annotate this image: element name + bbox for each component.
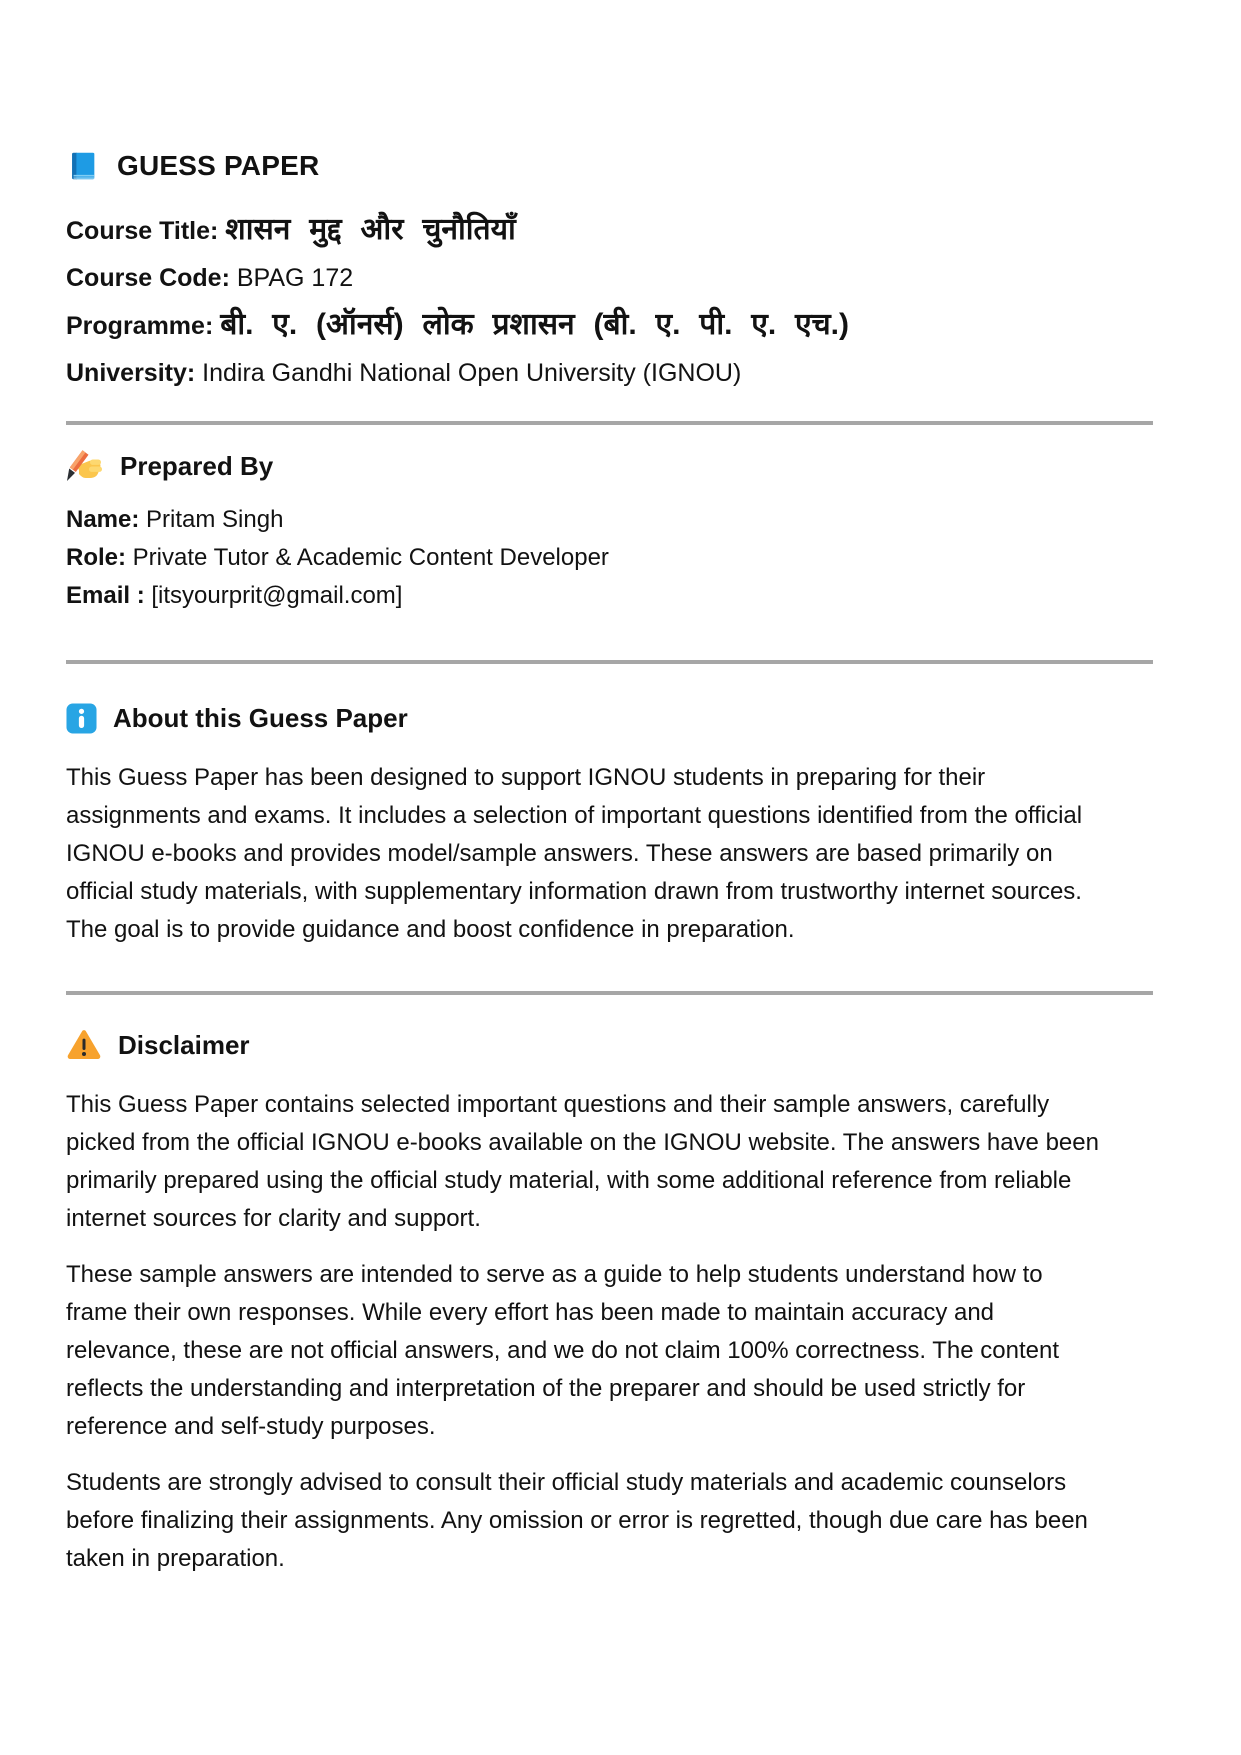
name-value: Pritam Singh (146, 506, 284, 533)
university-value: Indira Gandhi National Open University (IGNOU) (202, 359, 742, 387)
name-label: Name: (66, 506, 140, 533)
programme-label: Programme: (66, 312, 214, 340)
disclaimer-paragraph: These sample answers are intended to serve as a guide to help students understand how to frame their own responses. While every effort has been made to maintain accuracy and relevance, these are not official answers, and we do not claim 100% correctness. The content reflects the understanding and interpretation of the preparer and should be used strictly for reference and self-study purposes. (66, 1261, 1059, 1440)
role-label: Role: (66, 544, 126, 571)
course-code-label: Course Code: (66, 264, 230, 292)
programme-line (66, 299, 1153, 352)
name-line (66, 501, 1153, 539)
email-label: Email : (66, 582, 145, 609)
programme-value: बी. ए. (ऑनर्स) लोक प्रशासन (बी. ए. पी. ए. एच.) (220, 308, 849, 341)
about-paragraph: This Guess Paper has been designed to support IGNOU students in preparing for their assignments and exams. It includes a selection of important questions identified from the official IGNOU e-books and provides model/sample answers. These answers are based primarily on official study materials, with supplementary information drawn from trustworthy internet sources. The goal is to provide guidance and boost confidence in preparation. (66, 764, 1083, 943)
warning-icon (66, 1029, 102, 1061)
course-info (66, 204, 1153, 394)
doc-header (66, 146, 1153, 186)
disclaimer-heading: Disclaimer (118, 1029, 250, 1060)
prepared-by-heading: Prepared By (120, 450, 274, 481)
about-heading-row (66, 699, 1153, 737)
disclaimer-paragraph: This Guess Paper contains selected important questions and their sample answers, carefully picked from the official IGNOU e-books available on the IGNOU website. The answers have been primarily prepared using the official study material, with some additional reference from reliable internet sources for clarity and support. (66, 1091, 1099, 1232)
disclaimer-paragraph: Students are strongly advised to consult their official study materials and academic counselors before finalizing their assignments. Any omission or error is regretted, though due care has been taken in preparation. (66, 1469, 1088, 1572)
course-code-line (66, 257, 1153, 299)
divider (66, 660, 1153, 664)
blue-book-icon (66, 149, 100, 183)
email-value: [itsyourprit@gmail.com] (151, 582, 403, 609)
about-heading: About this Guess Paper (113, 702, 408, 733)
email-line (66, 577, 1153, 615)
university-line (66, 352, 1153, 394)
info-icon (66, 703, 97, 734)
role-value: Private Tutor & Academic Content Developer (132, 544, 609, 571)
course-title-value: शासन मुद्द और चुनौतियाँ (225, 213, 516, 246)
divider (66, 421, 1153, 425)
course-title-line (66, 204, 1153, 257)
writing-hand-icon (66, 449, 104, 483)
course-title-label: Course Title: (66, 217, 219, 245)
divider (66, 991, 1153, 995)
prepared-by-heading-row (66, 447, 1153, 485)
disclaimer-heading-row (66, 1026, 1153, 1064)
page-title: GUESS PAPER (117, 150, 320, 181)
about-section (66, 699, 1153, 949)
university-label: University: (66, 359, 196, 387)
disclaimer-section (66, 1026, 1153, 1578)
prepared-by-section (66, 447, 1153, 615)
role-line (66, 539, 1153, 577)
prepared-by-fields (66, 501, 1153, 615)
course-code-value: BPAG 172 (236, 264, 354, 292)
